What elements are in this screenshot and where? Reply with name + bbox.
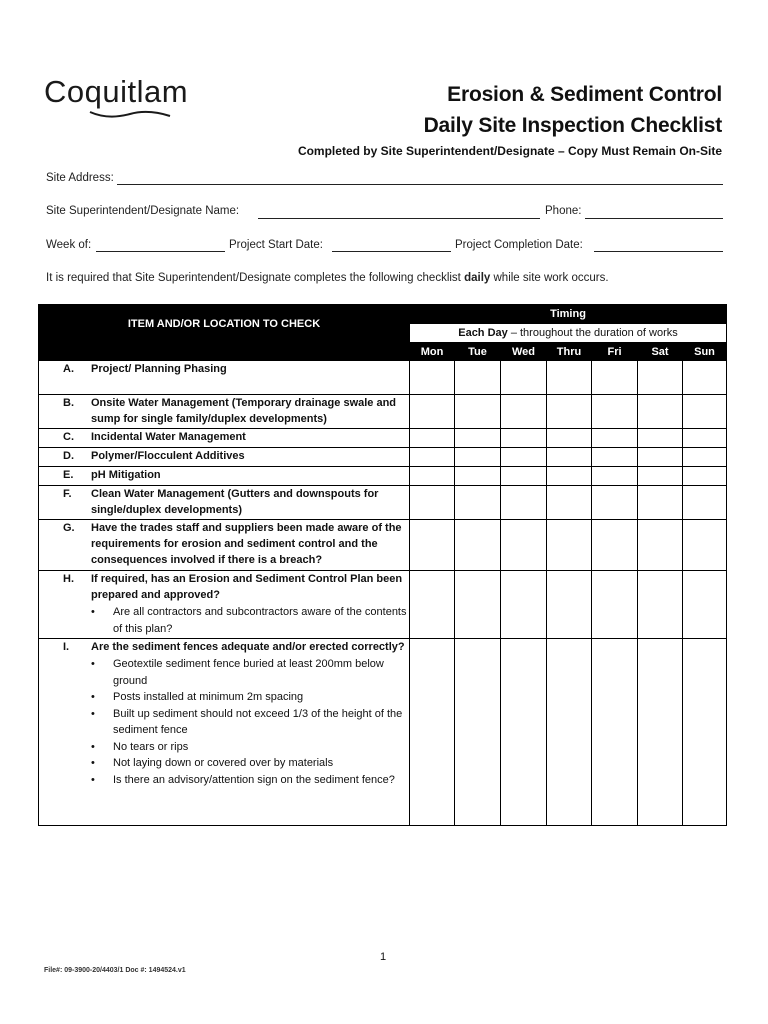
check-cell-tue[interactable] [455, 520, 501, 571]
table-row [39, 429, 727, 448]
check-cell-tue[interactable] [455, 467, 501, 486]
check-cell-fri[interactable] [592, 467, 638, 486]
checklist-item-e [39, 467, 410, 486]
day-header-thru: Thru [547, 343, 592, 361]
list-item: • Not laying down or covered over by materials [113, 755, 409, 772]
day-header-fri: Fri [592, 343, 638, 361]
check-cell-thru[interactable] [547, 486, 592, 520]
item-bullet-list [39, 656, 409, 788]
check-cell-sat[interactable] [638, 448, 683, 467]
day-header-mon: Mon [410, 343, 455, 361]
check-cell-tue[interactable] [455, 571, 501, 639]
inspection-checklist-table [38, 304, 727, 826]
check-cell-sat[interactable] [638, 467, 683, 486]
table-row [39, 520, 727, 571]
checklist-item-f [39, 486, 410, 520]
table-row [39, 571, 727, 639]
check-cell-thru[interactable] [547, 467, 592, 486]
item-letter: B. [63, 397, 74, 409]
project-completion-field[interactable] [594, 251, 723, 252]
check-cell-tue[interactable] [455, 639, 501, 826]
check-cell-sun[interactable] [683, 520, 727, 571]
list-item: • Posts installed at minimum 2m spacing [113, 689, 409, 706]
item-title: Onsite Water Management (Temporary drainage swale and sump for single family/duplex developments) [91, 397, 397, 425]
day-header-tue: Tue [455, 343, 501, 361]
check-cell-thru[interactable] [547, 520, 592, 571]
phone-field[interactable] [585, 218, 723, 219]
check-cell-fri[interactable] [592, 361, 638, 395]
item-title: Are the sediment fences adequate and/or erected correctly? [91, 641, 405, 653]
check-cell-mon[interactable] [410, 486, 455, 520]
check-cell-wed[interactable] [501, 448, 547, 467]
completion-note: Completed by Site Superintendent/Designate – Copy Must Remain On-Site [297, 144, 722, 158]
check-cell-sun[interactable] [683, 361, 727, 395]
table-row [39, 395, 727, 429]
item-title: Project/ Planning Phasing [91, 363, 227, 375]
item-letter: D. [63, 450, 74, 462]
check-cell-wed[interactable] [501, 520, 547, 571]
check-cell-sat[interactable] [638, 395, 683, 429]
checklist-item-i [39, 639, 410, 826]
check-cell-tue[interactable] [455, 395, 501, 429]
checklist-item-b [39, 395, 410, 429]
item-letter: H. [63, 573, 74, 585]
checklist-item-g [39, 520, 410, 571]
check-cell-fri[interactable] [592, 395, 638, 429]
site-address-label: Site Address: [46, 172, 114, 184]
item-letter: F. [63, 488, 72, 500]
check-cell-mon[interactable] [410, 395, 455, 429]
project-start-label: Project Start Date: [229, 239, 323, 251]
document-subtitle-title: Daily Site Inspection Checklist [423, 114, 722, 137]
logo-swash-icon [88, 108, 172, 120]
check-cell-mon[interactable] [410, 571, 455, 639]
item-title: Polymer/Flocculent Additives [91, 450, 245, 462]
intro-bold: daily [464, 272, 491, 284]
check-cell-sat[interactable] [638, 520, 683, 571]
check-cell-sun[interactable] [683, 395, 727, 429]
check-cell-tue[interactable] [455, 486, 501, 520]
item-bullet-list [39, 604, 409, 637]
check-cell-wed[interactable] [501, 395, 547, 429]
item-letter: C. [63, 431, 74, 443]
check-cell-sun[interactable] [683, 486, 727, 520]
superintendent-field[interactable] [258, 218, 540, 219]
intro-text [46, 272, 609, 284]
check-cell-wed[interactable] [501, 429, 547, 448]
check-cell-wed[interactable] [501, 361, 547, 395]
each-day-header [410, 324, 727, 343]
item-title: Clean Water Management (Gutters and downspouts for single/duplex developments) [91, 488, 379, 516]
check-cell-wed[interactable] [501, 571, 547, 639]
check-cell-mon[interactable] [410, 639, 455, 826]
check-cell-sun[interactable] [683, 639, 727, 826]
list-item: • Is there an advisory/attention sign on the sediment fence? [113, 772, 409, 789]
document-title: Erosion & Sediment Control [447, 83, 722, 106]
table-row [39, 486, 727, 520]
check-cell-mon[interactable] [410, 467, 455, 486]
list-item: • Geotextile sediment fence buried at least 200mm below ground [113, 656, 409, 689]
check-cell-tue[interactable] [455, 429, 501, 448]
check-cell-fri[interactable] [592, 639, 638, 826]
project-completion-label: Project Completion Date: [455, 239, 583, 251]
check-cell-thru[interactable] [547, 571, 592, 639]
check-cell-wed[interactable] [501, 486, 547, 520]
check-cell-fri[interactable] [592, 486, 638, 520]
check-cell-fri[interactable] [592, 571, 638, 639]
check-cell-sun[interactable] [683, 571, 727, 639]
check-cell-sat[interactable] [638, 639, 683, 826]
day-header-wed: Wed [501, 343, 547, 361]
checklist-body [39, 361, 727, 826]
item-title: Incidental Water Management [91, 431, 246, 443]
item-column-header: ITEM AND/OR LOCATION TO CHECK [39, 305, 410, 343]
day-row-spacer [39, 343, 410, 361]
check-cell-fri[interactable] [592, 520, 638, 571]
page-number: 1 [380, 951, 387, 963]
check-cell-mon[interactable] [410, 429, 455, 448]
checklist-item-d [39, 448, 410, 467]
check-cell-thru[interactable] [547, 448, 592, 467]
check-cell-mon[interactable] [410, 520, 455, 571]
list-item: • No tears or rips [113, 739, 409, 756]
table-row [39, 448, 727, 467]
item-title: Have the trades staff and suppliers been made aware of the requirements for erosion and sediment control and the consequences involved if there is a breach? [91, 522, 402, 566]
check-cell-wed[interactable] [501, 639, 547, 826]
check-cell-sun[interactable] [683, 467, 727, 486]
timing-header: Timing [410, 305, 727, 324]
project-start-field[interactable] [332, 251, 451, 252]
day-header-row [39, 343, 727, 361]
check-cell-fri[interactable] [592, 429, 638, 448]
day-header-sat: Sat [638, 343, 683, 361]
intro-after: while site work occurs. [490, 272, 609, 284]
item-letter: I. [63, 641, 70, 653]
list-item: • Are all contractors and subcontractors aware of the contents of this plan? [113, 604, 409, 637]
logo-text: Coquitlam [44, 74, 189, 109]
list-item: • Built up sediment should not exceed 1/3 of the height of the sediment fence [113, 706, 409, 739]
checklist-item-c [39, 429, 410, 448]
item-letter: E. [63, 469, 74, 481]
check-cell-sat[interactable] [638, 486, 683, 520]
check-cell-sat[interactable] [638, 361, 683, 395]
check-cell-wed[interactable] [501, 467, 547, 486]
each-day-rest: – throughout the duration of works [507, 327, 678, 339]
check-cell-sat[interactable] [638, 571, 683, 639]
check-cell-mon[interactable] [410, 448, 455, 467]
checklist-item-h [39, 571, 410, 639]
check-cell-sun[interactable] [683, 429, 727, 448]
item-title: If required, has an Erosion and Sediment Control Plan been prepared and approved? [91, 573, 403, 601]
check-cell-mon[interactable] [410, 361, 455, 395]
table-row [39, 467, 727, 486]
check-cell-thru[interactable] [547, 395, 592, 429]
week-of-field[interactable] [96, 251, 225, 252]
table-row [39, 361, 727, 395]
check-cell-fri[interactable] [592, 448, 638, 467]
check-cell-thru[interactable] [547, 639, 592, 826]
superintendent-label: Site Superintendent/Designate Name: [46, 205, 240, 217]
coquitlam-logo [44, 74, 188, 110]
table-row [39, 639, 727, 826]
check-cell-thru[interactable] [547, 361, 592, 395]
check-cell-tue[interactable] [455, 448, 501, 467]
phone-label: Phone: [545, 205, 582, 217]
check-cell-sun[interactable] [683, 448, 727, 467]
item-title: pH Mitigation [91, 469, 161, 481]
each-day-bold: Each Day [458, 327, 508, 339]
intro-before: It is required that Site Superintendent/Designate completes the following checklist [46, 272, 465, 284]
checklist-item-a [39, 361, 410, 395]
site-address-field[interactable] [117, 184, 723, 185]
check-cell-thru[interactable] [547, 429, 592, 448]
item-letter: G. [63, 522, 75, 534]
item-letter: A. [63, 363, 74, 375]
check-cell-sat[interactable] [638, 429, 683, 448]
day-header-sun: Sun [683, 343, 727, 361]
week-of-label: Week of: [46, 239, 92, 251]
check-cell-tue[interactable] [455, 361, 501, 395]
file-reference: File#: 09-3900-20/4403/1 Doc #: 1494524.v1 [44, 967, 186, 974]
